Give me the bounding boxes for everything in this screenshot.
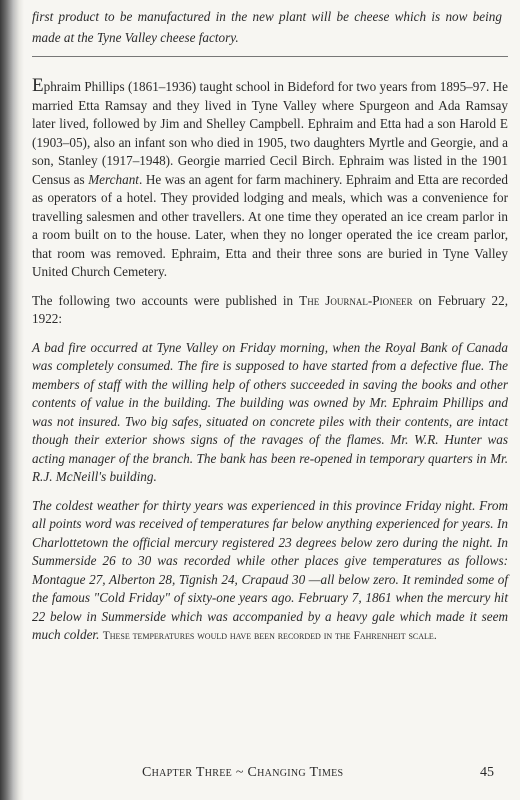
paragraph-text: phraim Phillips (1861–1936) taught school in Bideford for two years from 1895–97. He married Etta Ramsay and they lived in Tyne Valley where Spurgeon and Ada Ramsay later lived, followed by Jim and Shelley Campbell. Ephraim and Etta had a son Harold E (1903–05), also an infant son who died in 1905, two daughters Myrtle and Georgie, and a son, Stanley (1917–1948). Georgie married Cecil Birch. Ephraim was listed in the 1901 Census as: [32, 79, 508, 187]
paragraph-text: The following two accounts were published in: [32, 292, 300, 308]
book-spine-shadow: [0, 0, 24, 800]
paragraph-text: on February 22, 1922:: [32, 292, 509, 326]
paragraph-ephraim-phillips: [32, 76, 508, 282]
running-head: Chapter Three ~ Changing Times: [142, 765, 344, 780]
quote-cold-weather: [32, 497, 508, 646]
fahrenheit-note: These temperatures would have been recorded in the Fahrenheit scale.: [102, 630, 437, 642]
drop-cap: E: [32, 75, 44, 96]
page-footer: [32, 765, 508, 785]
census-occupation: Merchant: [88, 171, 139, 187]
paragraph-accounts-intro: [32, 292, 508, 329]
newspaper-name: The Journal-Pioneer: [299, 292, 413, 308]
body-text: [32, 76, 508, 656]
page-number: 45: [480, 765, 494, 780]
section-divider: [32, 56, 508, 57]
quote-text: The coldest weather for thirty years was experienced in this province Friday night. From all points word was received of temperatures far below anything experienced for years. In Charlottetown the official mercury registered 23 degrees below zero during the night. In Summerside 26 to 30 was recorded while other places give temperatures as follows: Montague 27, Alberton 28, Tignish 24, Crapaud 30 —all below zero. It reminded some of the famous "Cold Friday" of sixty-one years ago. February 7, 1861 when the mercury hit 22 below in Summerside which was accompanied by a heavy gale which made it seem much colder.: [32, 497, 508, 642]
intro-fragment: first product to be manufactured in the new plant will be cheese which is now being made at the Tyne Valley cheese factory.: [32, 9, 502, 45]
paragraph-text: . He was an agent for farm machinery. Ephraim and Etta are recorded as operators of a hotel. They provided lodging and meals, which was a convenience for travelling salesmen and other travellers. At one time they operated an ice cream parlor in a room built on to the house. Later, when they no longer operated the ice cream parlor, that room was removed. Ephraim, Etta and their three sons are buried in Tyne Valley United Church Cemetery.: [32, 171, 508, 279]
book-page: [32, 0, 510, 800]
quote-bank-fire: A bad fire occurred at Tyne Valley on Friday morning, when the Royal Bank of Canada was completely consumed. The fire is supposed to have started from a defective flue. The members of staff with the willing help of others succeeded in saving the books and other contents of value in the building. The building was owned by Mr. Ephraim Phillips and was not insured. Two big safes, situated on concrete piles with their contents, are intact though their exterior shows signs of the ravages of the flames. Mr. W.R. Hunter was acting manager of the branch. The bank has been re-opened in temporary quarters in Mr. R.J. McNeill's building.: [32, 339, 508, 484]
